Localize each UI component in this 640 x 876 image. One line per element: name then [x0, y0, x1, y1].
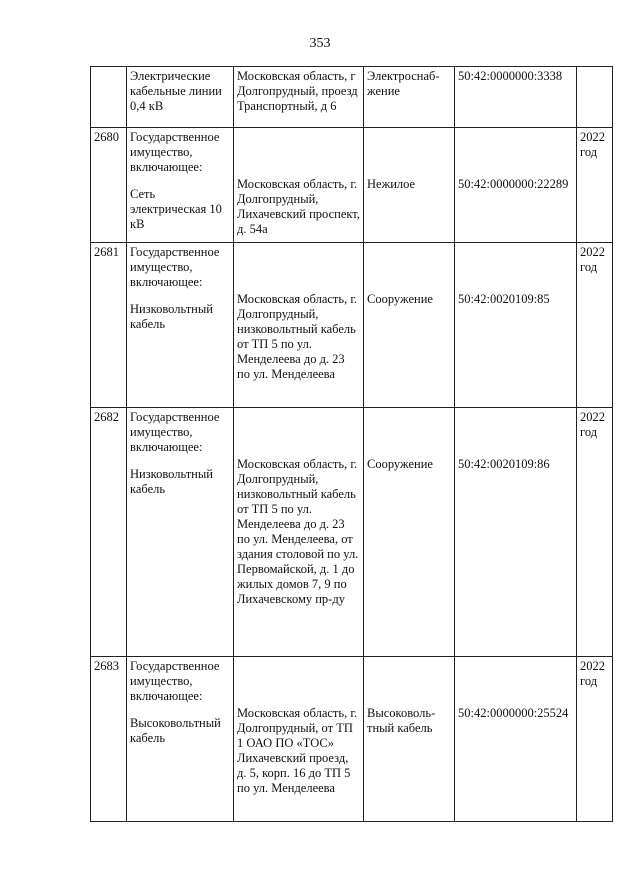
row-number-cell: 2683 — [91, 657, 127, 822]
address-cell — [234, 243, 364, 408]
cadastral-number-cell — [455, 408, 577, 657]
row-number-cell: 2681 — [91, 243, 127, 408]
address-text: Московская область, г. Долгопрудный, низковольтный кабель от ТП 5 по ул. Менделеева до д. 23 по ул. Менделеева, от здания столовой по ул. Первомайской, д. 1 до жилых домов 7, 9 по Лихачевскому пр-ду — [237, 457, 359, 606]
table-row — [91, 408, 613, 657]
object-group-label: Государственное имущество, включающее: — [130, 410, 220, 454]
table-row — [91, 657, 613, 822]
cadastral-number-cell: 50:42:0000000:3338 — [455, 67, 577, 128]
cadastral-number-cell — [455, 128, 577, 243]
address-cell — [234, 408, 364, 657]
cadastral-number-text: 50:42:0020109:85 — [458, 292, 550, 306]
purpose-cell — [364, 243, 455, 408]
cadastral-number-text: 50:42:0020109:86 — [458, 457, 550, 471]
purpose-cell — [364, 128, 455, 243]
object-name: Высоковольтный кабель — [130, 716, 221, 745]
property-registry-table — [90, 66, 613, 822]
object-group-label: Государственное имущество, включающее: — [130, 130, 220, 174]
year-cell: 2022 год — [577, 408, 613, 657]
row-number-cell: 2680 — [91, 128, 127, 243]
year-cell — [577, 67, 613, 128]
cadastral-number-cell — [455, 657, 577, 822]
year-cell: 2022 год — [577, 128, 613, 243]
address-text: Московская область, г. Долгопрудный, низковольтный кабель от ТП 5 по ул. Менделеева до д. 23 по ул. Менделеева — [237, 292, 358, 381]
purpose-cell: Электроснаб-жение — [364, 67, 455, 128]
address-cell — [234, 657, 364, 822]
address-text: Московская область, г. Долгопрудный, от ТП 1 ОАО ПО «ТОС» Лихачевский проезд, д. 5, корп. 16 до ТП 5 по ул. Менделеева — [237, 706, 358, 795]
object-name: Низковольтный кабель — [130, 467, 213, 496]
purpose-cell — [364, 657, 455, 822]
table-row — [91, 243, 613, 408]
address-cell — [234, 128, 364, 243]
purpose-text: Нежилое — [367, 177, 416, 191]
row-number-cell — [91, 67, 127, 128]
cadastral-number-text: 50:42:0000000:25524 — [458, 706, 569, 720]
object-name: Сеть электрическая 10 кВ — [130, 187, 222, 231]
object-name: Электрические кабельные линии 0,4 кВ — [130, 69, 222, 113]
object-name-cell — [127, 128, 234, 243]
row-number-cell: 2682 — [91, 408, 127, 657]
year-cell: 2022 год — [577, 243, 613, 408]
year-cell: 2022 год — [577, 657, 613, 822]
cadastral-number-text: 50:42:0000000:22289 — [458, 177, 569, 191]
address-text: Московская область, г. Долгопрудный, Лихачевский проспект, д. 54а — [237, 177, 360, 236]
object-name-cell — [127, 657, 234, 822]
table-row — [91, 67, 613, 128]
object-group-label: Государственное имущество, включающее: — [130, 659, 220, 703]
page-number: 353 — [309, 36, 331, 51]
purpose-text: Сооружение — [367, 457, 433, 471]
object-name: Низковольтный кабель — [130, 302, 213, 331]
purpose-text: Высоковоль-тный кабель — [367, 706, 436, 735]
object-name-cell — [127, 408, 234, 657]
object-name-cell — [127, 243, 234, 408]
purpose-text: Сооружение — [367, 292, 433, 306]
object-name-cell — [127, 67, 234, 128]
cadastral-number-cell — [455, 243, 577, 408]
address-cell: Московская область, г Долгопрудный, проезд Транспортный, д 6 — [234, 67, 364, 128]
purpose-cell — [364, 408, 455, 657]
object-group-label: Государственное имущество, включающее: — [130, 245, 220, 289]
table-row — [91, 128, 613, 243]
